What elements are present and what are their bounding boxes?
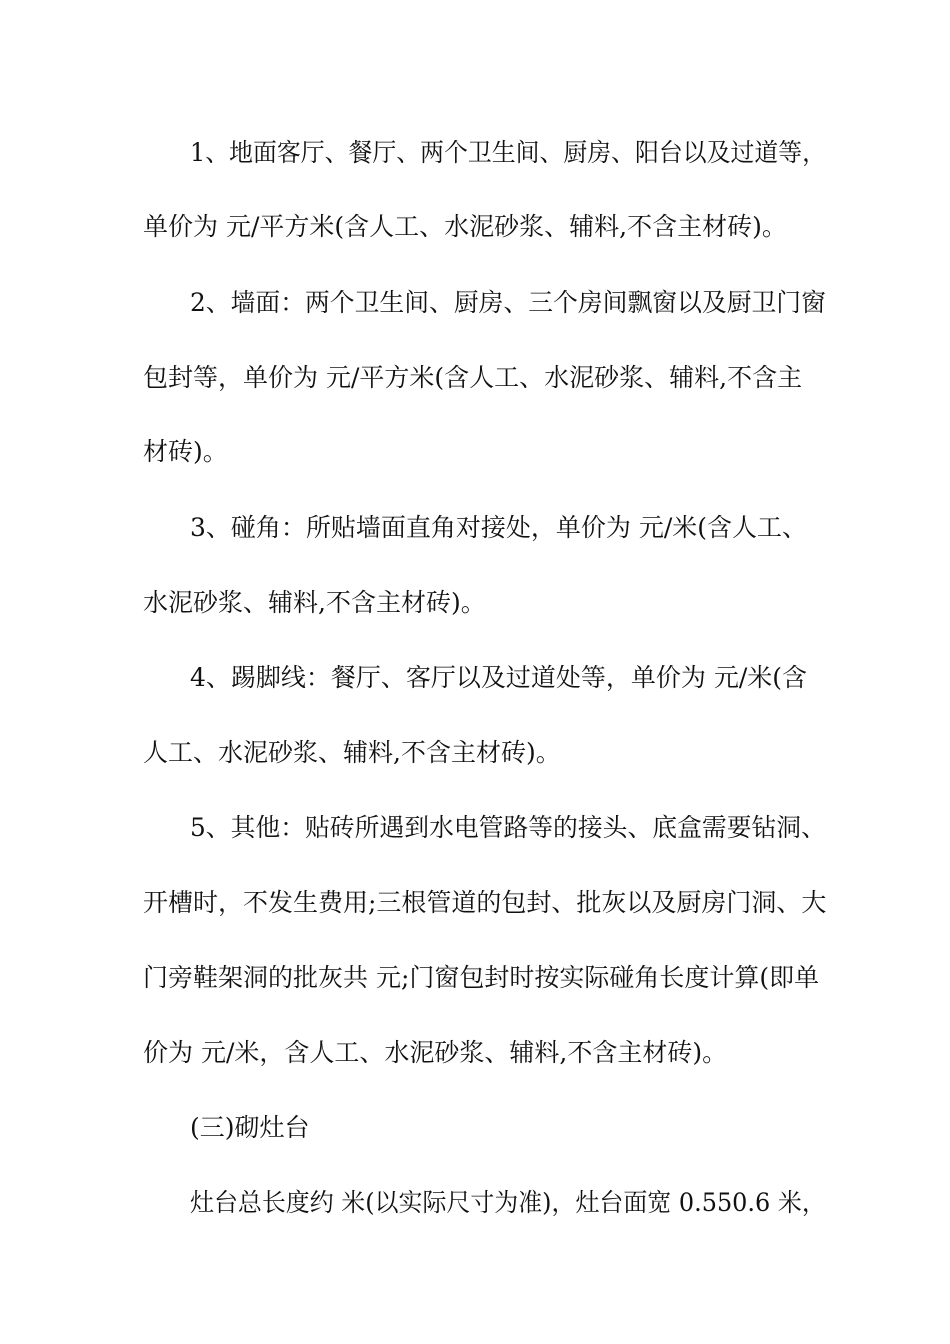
section-heading: (三)砌灶台 [190, 1113, 310, 1142]
paragraph-3-line-2: 水泥砂浆、辅料,不含主材砖)。 [143, 588, 486, 617]
paragraph-2-line-3: 材砖)。 [143, 437, 228, 466]
paragraph-5-line-1: 5、其他：贴砖所遇到水电管路等的接头、底盒需要钻洞、 [190, 813, 826, 842]
paragraph-2-line-2: 包封等，单价为 元/平方米(含人工、水泥砂浆、辅料,不含主 [143, 363, 803, 392]
paragraph-4-line-2: 人工、水泥砂浆、辅料,不含主材砖)。 [143, 738, 561, 767]
paragraph-2-line-1: 2、墙面：两个卫生间、厨房、三个房间飘窗以及厨卫门窗 [190, 288, 826, 317]
paragraph-1-line-2: 单价为 元/平方米(含人工、水泥砂浆、辅料,不含主材砖)。 [143, 212, 787, 241]
paragraph-6-line-1: 灶台总长度约 米(以实际尺寸为准)，灶台面宽 0.550.6 米， [190, 1188, 826, 1217]
paragraph-5-line-3: 门旁鞋架洞的批灰共 元;门窗包封时按实际碰角长度计算(即单 [143, 963, 820, 992]
paragraph-4-line-1: 4、踢脚线：餐厅、客厅以及过道处等，单价为 元/米(含 [190, 663, 808, 692]
paragraph-5-line-2: 开槽时，不发生费用;三根管道的包封、批灰以及厨房门洞、大 [143, 888, 827, 917]
paragraph-1-line-1: 1、地面客厅、餐厅、两个卫生间、厨房、阳台以及过道等， [190, 138, 826, 167]
paragraph-3-line-1: 3、碰角：所贴墙面直角对接处，单价为 元/米(含人工、 [190, 513, 808, 542]
paragraph-5-line-4: 价为 元/米，含人工、水泥砂浆、辅料,不含主材砖)。 [143, 1038, 728, 1067]
